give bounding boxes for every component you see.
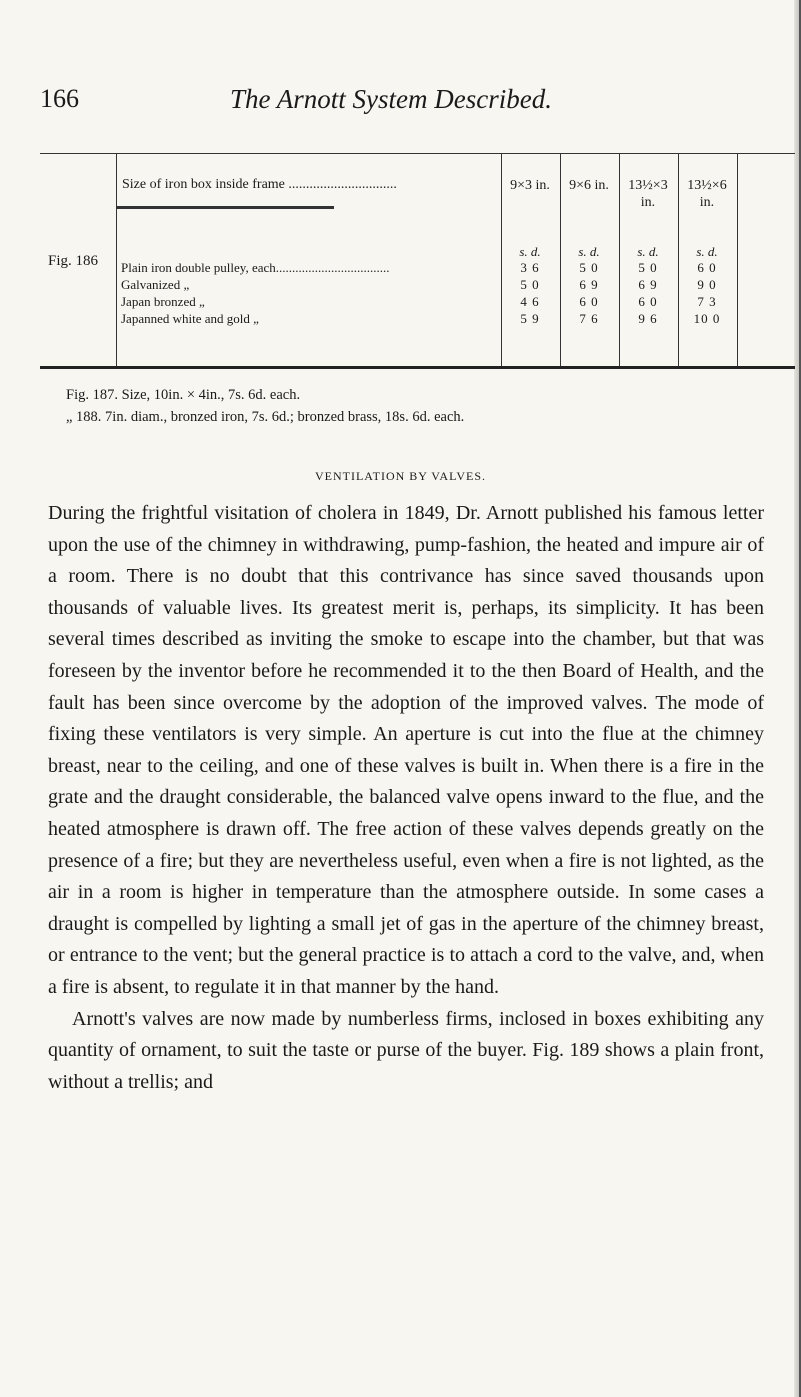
price-cell: 5 0 <box>579 260 599 275</box>
unit-label: s. d. <box>696 244 718 259</box>
row-label: Plain iron double pulley, each................................... <box>121 260 390 275</box>
body-text <box>48 498 764 1098</box>
table-inner-rule <box>116 206 334 209</box>
table-divider <box>501 153 502 366</box>
column-header: 9×3 in. <box>510 178 550 193</box>
figure-captions <box>66 387 766 431</box>
price-cell: 6 9 <box>638 277 658 292</box>
page-header <box>40 84 760 116</box>
figure-caption: „ 188. 7in. diam., bronzed iron, 7s. 6d.; bronzed brass, 18s. 6d. each. <box>66 409 465 425</box>
column-header: 13½×6 in. <box>687 178 727 210</box>
table-divider <box>678 153 679 366</box>
price-cell: 7 6 <box>579 311 599 326</box>
price-cell: 4 6 <box>520 294 540 309</box>
unit-label: s. d. <box>637 244 659 259</box>
price-cell: 6 0 <box>579 294 599 309</box>
price-cell: 5 0 <box>520 277 540 292</box>
paragraph: During the frightful visitation of cholera in 1849, Dr. Arnott published his famous letter upon the use of the chimney in withdrawing, pump-fashion, the heated and impure air of a room. There is no doubt that this contrivance has since saved thousands upon thousands of valuable lives. Its greatest merit is, perhaps, its simplicity. It has been several times described as inviting the smoke to escape into the chamber, but that was foreseen by the inventor before he recommended it to the then Board of Health, and the fault has been since overcome by the adoption of the improved valves. The mode of fixing these ventilators is very simple. An aperture is cut into the flue at the chimney breast, near to the ceiling, and one of these valves is built in. When there is a fire in the grate and the draught considerable, the balanced valve opens inward to the flue, and the heated atmosphere is drawn off. The free action of these valves depends greatly on the presence of a fire; but they are nevertheless useful, even when a fire is not lighted, as the air in a room is higher in temperature than the atmosphere outside. In some cases a draught is compelled by lighting a small jet of gas in the aperture of the chimney breast, or entrance to the vent; but the general practice is to attach a cord to the valve, and, when a fire is absent, to regulate it in that manner by the hand. <box>48 502 764 998</box>
row-label: Japan bronzed „ <box>121 294 205 309</box>
table-fig-label: Fig. 186 <box>48 253 99 269</box>
price-cell: 9 6 <box>638 311 658 326</box>
paragraph: Arnott's valves are now made by numberless firms, inclosed in boxes exhibiting any quantity of ornament, to suit the taste or purse of the buyer. Fig. 189 shows a plain front, without a trellis; and <box>48 1007 764 1093</box>
price-cell: 9 0 <box>697 277 717 292</box>
price-cell: 6 9 <box>579 277 599 292</box>
price-cell: 6 0 <box>697 260 717 275</box>
unit-label: s. d. <box>578 244 600 259</box>
page-number: 166 <box>40 84 79 113</box>
table-divider <box>560 153 561 366</box>
row-label: Galvanized „ <box>121 277 190 292</box>
row-label: Japanned white and gold „ <box>121 311 259 326</box>
column-header: 9×6 in. <box>569 178 609 193</box>
price-cell: 5 0 <box>638 260 658 275</box>
running-title: The Arnott System Described. <box>230 84 552 114</box>
table-divider <box>116 153 117 366</box>
size-label: Size of iron box inside frame ............................... <box>122 177 397 192</box>
table-divider <box>619 153 620 366</box>
price-cell: 5 9 <box>520 311 540 326</box>
table-bottom-rule <box>40 366 795 369</box>
price-cell: 3 6 <box>520 260 540 275</box>
table-divider <box>737 153 738 366</box>
section-heading: VENTILATION BY VALVES. <box>314 469 486 483</box>
table-top-rule <box>40 153 795 154</box>
figure-caption: Fig. 187. Size, 10in. × 4in., 7s. 6d. each. <box>66 387 301 403</box>
price-cell: 6 0 <box>638 294 658 309</box>
price-table <box>40 153 795 371</box>
price-cell: 7 3 <box>697 294 717 309</box>
price-cell: 10 0 <box>693 311 721 326</box>
unit-label: s. d. <box>519 244 541 259</box>
column-header: 13½×3 in. <box>628 178 668 210</box>
